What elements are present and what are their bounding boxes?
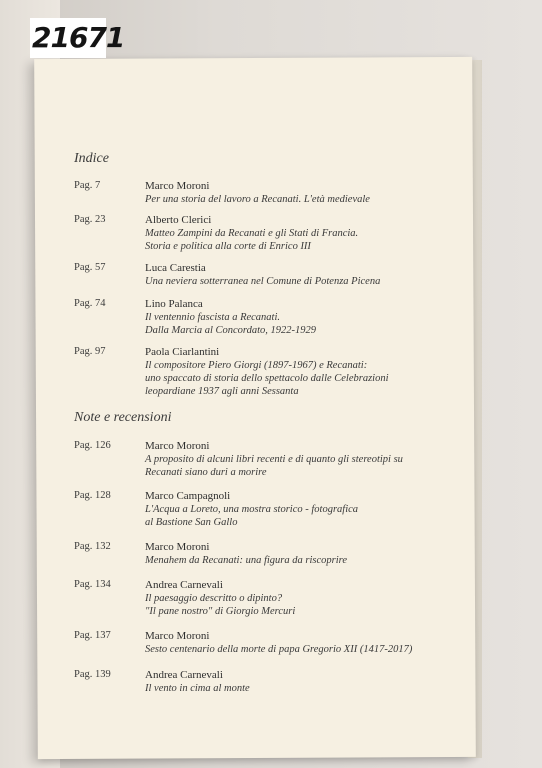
handwritten-label: 21671 bbox=[30, 18, 106, 58]
entry-title: Storia e politica alla corte di Enrico III bbox=[145, 241, 311, 252]
entry-title: Sesto centenario della morte di papa Gregorio XII (1417-2017) bbox=[145, 644, 413, 655]
entry-title: al Bastione San Gallo bbox=[145, 517, 238, 528]
entry-title: leopardiane 1937 agli anni Sessanta bbox=[145, 386, 299, 397]
entry-title: Recanati siano duri a morire bbox=[145, 467, 267, 478]
entry-title: uno spaccato di storia dello spettacolo dalle Celebrazioni bbox=[145, 373, 389, 384]
entry-title: Menahem da Recanati: una figura da riscoprire bbox=[145, 555, 347, 566]
entry-page: Pag. 137 bbox=[74, 630, 111, 641]
entry-author: Marco Moroni bbox=[145, 440, 210, 452]
index-title: Indice bbox=[74, 151, 109, 166]
entry-author: Marco Moroni bbox=[145, 180, 210, 192]
entry-title: Il paesaggio descritto o dipinto? bbox=[145, 593, 283, 604]
entry-title: A proposito di alcuni libri recenti e di quanto gli stereotipi su bbox=[145, 454, 403, 465]
entry-page: Pag. 132 bbox=[74, 541, 111, 552]
entry-title: Il compositore Piero Giorgi (1897-1967) e Recanati: bbox=[145, 360, 368, 371]
entry-author: Marco Moroni bbox=[145, 630, 210, 642]
entry-author: Andrea Carnevali bbox=[145, 669, 223, 681]
entry-page: Pag. 57 bbox=[74, 262, 106, 273]
notes-title: Note e recensioni bbox=[74, 410, 172, 425]
entry-page: Pag. 23 bbox=[74, 214, 106, 225]
entry-title: L'Acqua a Loreto, una mostra storico - fotografica bbox=[145, 504, 359, 515]
entry-page: Pag. 126 bbox=[74, 440, 111, 451]
entry-author: Alberto Clerici bbox=[145, 214, 212, 226]
entry-title: Per una storia del lavoro a Recanati. L'età medievale bbox=[145, 194, 370, 205]
entry-title: Il ventennio fascista a Recanati. bbox=[145, 312, 281, 323]
entry-title: Dalla Marcia al Concordato, 1922-1929 bbox=[145, 325, 317, 336]
entry-author: Paola Ciarlantini bbox=[145, 346, 220, 358]
entry-page: Pag. 7 bbox=[74, 180, 101, 191]
entry-title: Il vento in cima al monte bbox=[145, 683, 250, 694]
entry-page: Pag. 97 bbox=[74, 346, 106, 357]
entry-author: Lino Palanca bbox=[145, 298, 203, 310]
entry-page: Pag. 128 bbox=[74, 490, 111, 501]
entry-page: Pag. 74 bbox=[74, 298, 106, 309]
entry-page: Pag. 139 bbox=[74, 669, 111, 680]
entry-title: "Il pane nostro" di Giorgio Mercuri bbox=[145, 606, 296, 617]
entry-author: Marco Campagnoli bbox=[145, 490, 231, 502]
entry-title: Matteo Zampini da Recanati e gli Stati di Francia. bbox=[145, 228, 359, 239]
entry-author: Luca Carestia bbox=[145, 262, 206, 274]
entry-page: Pag. 134 bbox=[74, 579, 111, 590]
entry-author: Andrea Carnevali bbox=[145, 579, 223, 591]
entry-title: Una neviera sotterranea nel Comune di Potenza Picena bbox=[145, 276, 381, 287]
entry-author: Marco Moroni bbox=[145, 541, 210, 553]
